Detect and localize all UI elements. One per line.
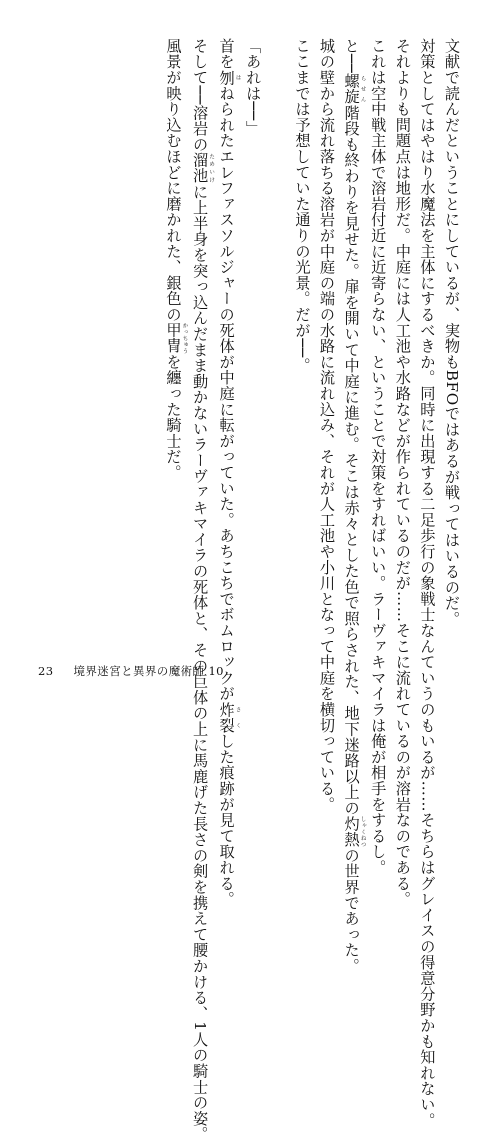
ruby-kacchuu: 甲冑 かっちゅう	[164, 322, 188, 355]
text-line-11: そして──溶岩の溜池 ためいけに上半身を突っ込んだまま動かないラーヴァキマイラの死体と、その巨体の上に馬鹿げた長さの剣を携えて腰かける、1人の騎士の姿。	[191, 38, 215, 1142]
ruby-rasen: 螺旋 らせん	[342, 73, 366, 105]
blank-line	[265, 38, 290, 658]
ruby-shakunetsu: 灼熱 しゃくねつ	[342, 815, 366, 848]
ruby-tame: 溜池 ためいけ	[191, 152, 215, 184]
page-footer	[38, 663, 224, 679]
text-line-5: と──螺旋 らせん階段も終わりを見せた。扉を開いて中庭に進む。そこは赤々とした色で照らされた、地下迷路以上の灼熱 しゃくねつの世界であった。	[342, 38, 366, 974]
ruby-hane: 刎 は	[217, 69, 241, 86]
text-line-10: 首を刎 はねられたエレファスソルジャーの死体が中庭に転がっていた。あちこちでボムロックが炸裂 さくした痕跡が見て取れる。	[217, 38, 241, 908]
page-number: 23	[38, 664, 54, 678]
text-line-2: 対策としてはやはり水魔法を主体にするべきか。同時に出現する二足歩行の象戦士なんていうのもいるが……そちらはグレイスの得意分野かも知れない。	[418, 38, 437, 1129]
text-line-7: ここまでは予想していた通りの光景。だが──。	[293, 38, 312, 374]
text-line-9: 「あれは──」	[244, 38, 263, 137]
text-line-6: 城の壁から流れ落ちる溶岩が中庭の端の水路に流れ込み、それが人工池や小川となって中庭を横切っている。	[318, 38, 337, 813]
text-line-12: 風景が映り込むほどに磨かれた、銀色の甲冑 かっちゅうを纏った騎士だ。	[164, 38, 188, 481]
text-line-4: これは空中戦主体で溶岩付近に近寄らない、ということで対策をすればいい。ラーヴァキマイラは俺が相手をするし。	[369, 38, 388, 876]
book-title: 境界迷宮と異界の魔術師 10	[73, 664, 224, 678]
text-line-1: 文献で読んだということにしているが、実物もBFOではあるが戦ってはいるのだ。	[443, 38, 461, 627]
ruby-saku: 炸裂 さく	[217, 701, 241, 734]
text-line-3: それよりも問題点は地形だ。中庭には人工池や水路などが作られているのだが……そこに流れているのが溶岩なのである。	[393, 38, 412, 907]
